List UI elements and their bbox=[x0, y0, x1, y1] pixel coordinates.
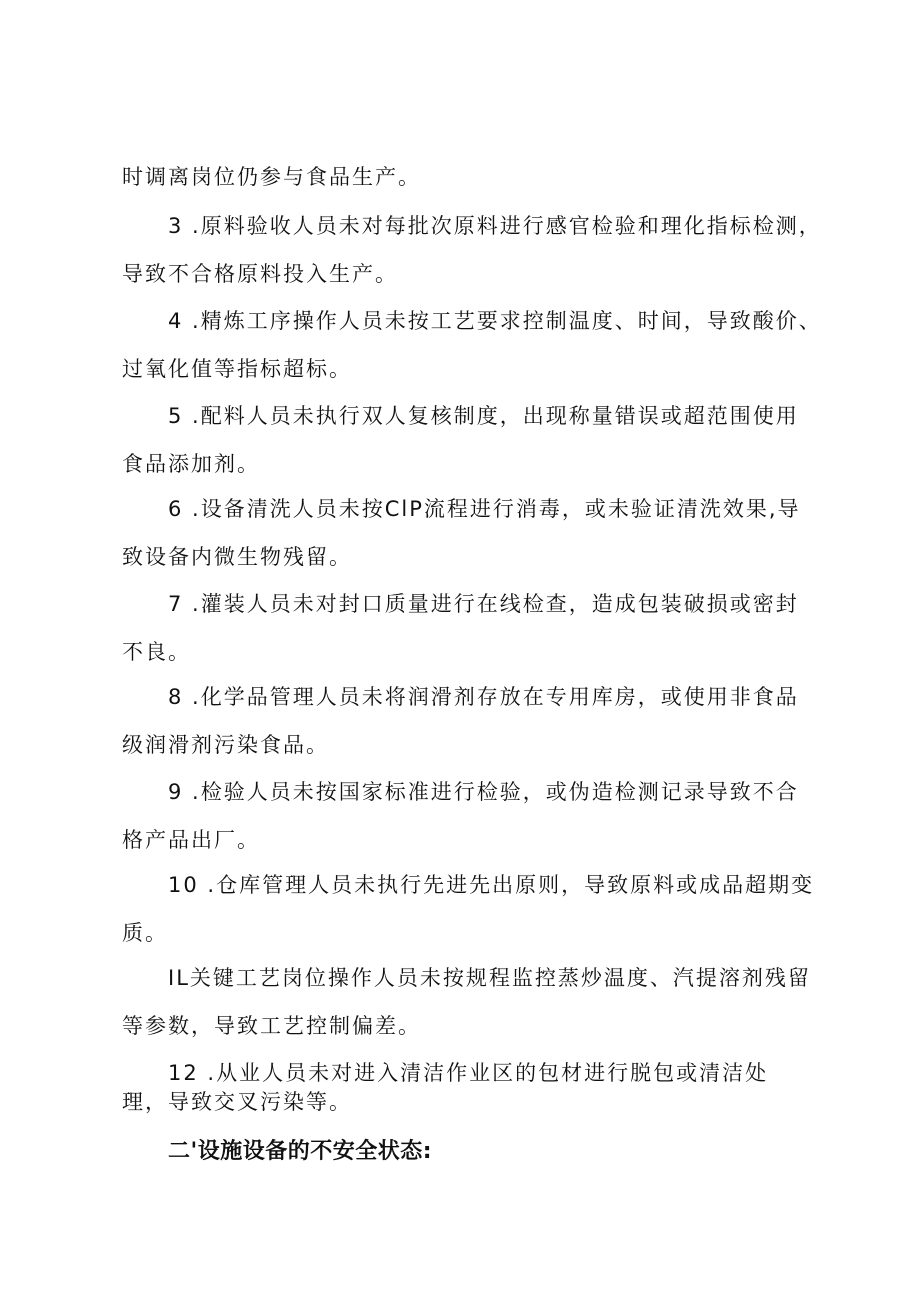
list-item-11-line-2: 等参数，导致工艺控制偏差。 bbox=[122, 1014, 421, 1038]
list-item-9-line-1: 9 .检验人员未按国家标准进行检验，或伪造检测记录导致不合 bbox=[168, 780, 799, 804]
list-item-3-line-1: 3 .原料验收人员未对每批次原料进行感官检验和理化指标检测， bbox=[168, 214, 822, 238]
text-line: 时调离岗位仍参与食品生产。 bbox=[122, 165, 421, 189]
list-item-11-line-1: IL关键工艺岗位操作人员未按规程监控蒸炒温度、汽提溶剂残留 bbox=[168, 966, 811, 990]
list-item-10-line-1: 10 .仓库管理人员未执行先进先出原则，导致原料或成品超期变 bbox=[168, 873, 815, 897]
list-item-5-line-2: 食品添加剂。 bbox=[122, 452, 260, 476]
list-item-7-line-2: 不良。 bbox=[122, 640, 191, 664]
list-item-10-line-2: 质。 bbox=[122, 921, 168, 945]
list-item-4-line-1: 4 .精炼工序操作人员未按工艺要求控制温度、时间，导致酸价、 bbox=[168, 309, 822, 333]
list-item-9-line-2: 格产品出厂。 bbox=[122, 828, 260, 852]
list-item-12-line-1: 12 .从业人员未对进入清洁作业区的包材进行脱包或清洁处 bbox=[168, 1061, 769, 1085]
list-item-8-line-1: 8 .化学品管理人员未将润滑剂存放在专用库房，或使用非食品 bbox=[168, 685, 799, 709]
list-item-3-line-2: 导致不合格原料投入生产。 bbox=[122, 262, 398, 286]
list-item-4-line-2: 过氧化值等指标超标。 bbox=[122, 357, 352, 381]
list-item-5-line-1: 5 .配料人员未执行双人复核制度，出现称量错误或超范围使用 bbox=[168, 404, 799, 428]
list-item-6-line-2: 致设备内微生物残留。 bbox=[122, 545, 352, 569]
section-heading: 二'设施设备的不安全状态: bbox=[168, 1139, 433, 1164]
list-item-7-line-1: 7 .灌装人员未对封口质量进行在线检查，造成包装破损或密封 bbox=[168, 592, 799, 616]
list-item-12-line-2: 理，导致交叉污染等。 bbox=[122, 1090, 352, 1114]
list-item-6-line-1: 6 .设备清洗人员未按ClP流程进行消毒，或未验证清洗效果,导 bbox=[168, 497, 801, 521]
list-item-8-line-2: 级润滑剂污染食品。 bbox=[122, 733, 329, 757]
